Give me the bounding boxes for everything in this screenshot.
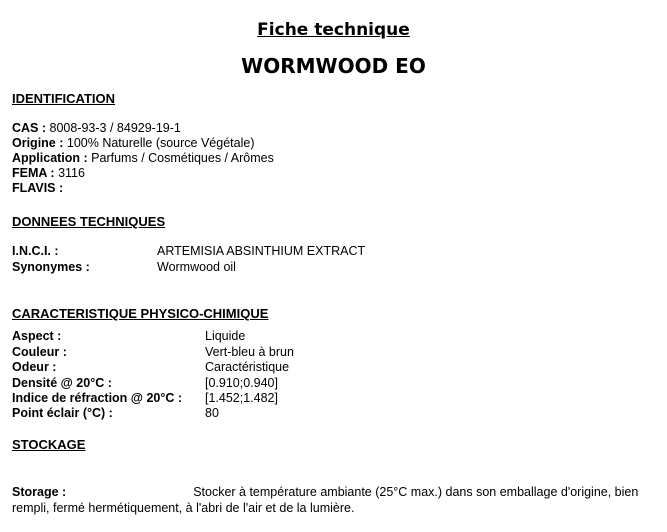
section-heading-storage: STOCKAGE: [12, 437, 86, 452]
storage-paragraph: [12, 484, 660, 516]
cas-value: 8008-93-3 / 84929-19-1: [46, 121, 181, 135]
section-heading-technical: DONNEES TECHNIQUES: [12, 214, 166, 229]
aspect-label: Aspect :: [12, 329, 62, 343]
densite-value: [0.910;0.940]: [205, 376, 278, 390]
application-label: Application :: [12, 151, 88, 165]
origine-value: 100% Naturelle (source Végétale): [63, 136, 255, 150]
synonymes-value: Wormwood oil: [157, 260, 236, 274]
fema-value: 3116: [54, 166, 85, 180]
couleur-value: Vert-bleu à brun: [205, 345, 294, 359]
identification-row-fema: [12, 166, 85, 181]
cas-label: CAS :: [12, 121, 47, 135]
point-eclair-value: 80: [205, 406, 219, 420]
inci-label: I.N.C.I. :: [12, 244, 59, 258]
indice-refraction-label: Indice de réfraction @ 20°C :: [12, 391, 183, 405]
aspect-value: Liquide: [205, 329, 246, 343]
point-eclair-label: Point éclair (°C) :: [12, 406, 113, 420]
document-title: Fiche technique: [257, 20, 410, 40]
section-heading-identification: IDENTIFICATION: [12, 91, 116, 106]
section-heading-physico: CARACTERISTIQUE PHYSICO-CHIMIQUE: [12, 306, 269, 321]
storage-value: Stocker à température ambiante (25°C max.) dans son emballage d'origine, bien rempli, fermé hermétiquement, à l'abri de l'air et de la lumière.: [12, 485, 639, 515]
inci-value: ARTEMISIA ABSINTHIUM EXTRACT: [157, 244, 366, 258]
identification-row-application: [12, 151, 274, 166]
identification-row-origine: [12, 136, 254, 151]
origine-label: Origine :: [12, 136, 64, 150]
densite-label: Densité @ 20°C :: [12, 376, 112, 390]
application-value: Parfums / Cosmétiques / Arômes: [87, 151, 274, 165]
storage-label: Storage :: [12, 485, 67, 499]
flavis-label: FLAVIS :: [12, 181, 64, 195]
indice-refraction-value: [1.452;1.482]: [205, 391, 278, 405]
odeur-value: Caractéristique: [205, 360, 290, 374]
synonymes-label: Synonymes :: [12, 260, 90, 274]
identification-row-flavis: [12, 181, 63, 196]
product-name: WORMWOOD EO: [241, 54, 426, 78]
fema-label: FEMA :: [12, 166, 55, 180]
identification-row-cas: [12, 121, 181, 136]
couleur-label: Couleur :: [12, 345, 67, 359]
odeur-label: Odeur :: [12, 360, 57, 374]
